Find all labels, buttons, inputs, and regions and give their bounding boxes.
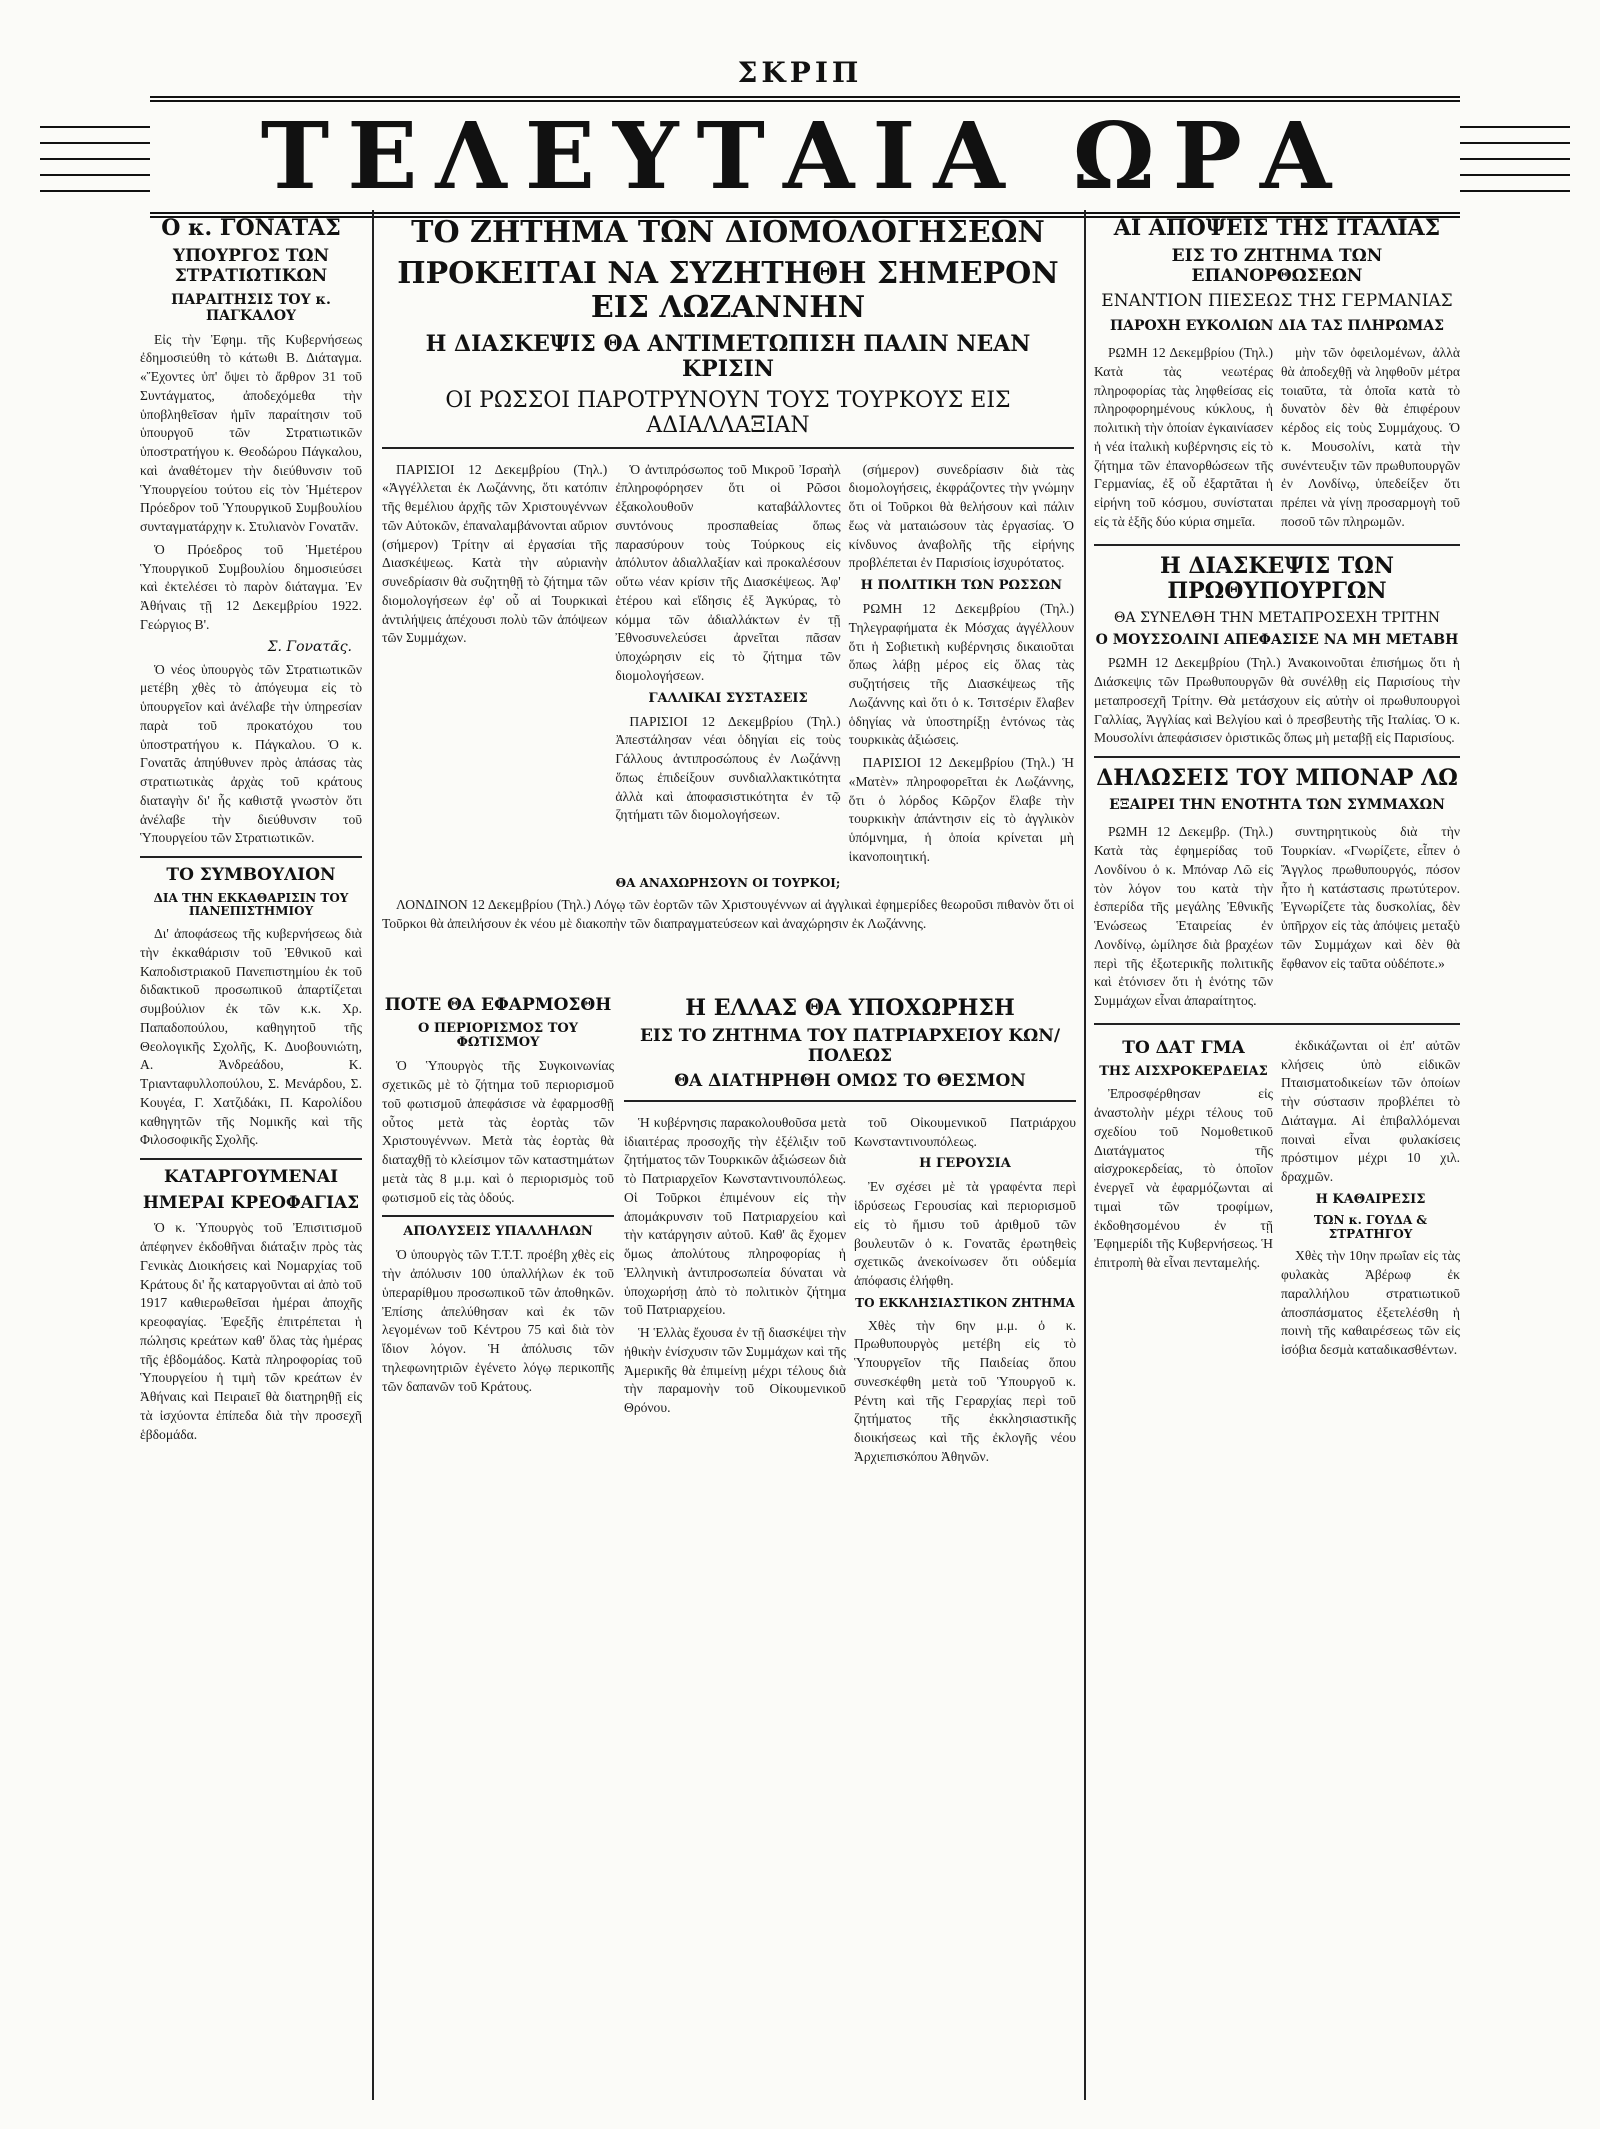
article-column (1094, 340, 1273, 536)
article-text: Εἰς τὴν Ἐφημ. τῆς Κυβερνήσεως ἐδημοσιεύθη τὸ κάτωθι Β. Διάταγμα. «Ἔχοντες ὑπ' ὄψει τὸ ἄρθρον 31 τοῦ Συντάγματος, ἀποδεχόμεθα τὴν ὑποβληθεῖσαν ἡμῖν παραίτησιν τοῦ ὑπουργοῦ τῶν Στρατιωτικῶν ὑποστρατήγου κ. Θεοδώρου Πάγκαλου, καὶ ἀναθέτομεν τὴν διεύθυνσιν τοῦ Ὑπουργείου τούτου εἰς τὸν Ἡμέτερον Πρόεδρον τοῦ Ὑπουργικοῦ Συμβουλίου συνταγματάρχην κ. Στυλιανὸν Γονατᾶν. (140, 331, 362, 535)
article-subheadline: ΤΟ ΕΚΚΛΗΣΙΑΣΤΙΚΟΝ ΖΗΤΗΜΑ (855, 1295, 1075, 1310)
article-text: τοῦ Οἰκουμενικοῦ Πατριάρχου Κωνσταντινουπόλεως. (854, 1114, 1076, 1149)
article-headline: ΠΡΟΚΕΙΤΑΙ ΝΑ ΣΥΖΗΤΗΘΗ ΣΗΜΕΡΟΝ ΕΙΣ ΛΩΖΑΝΝΗΝ (397, 255, 1059, 325)
article-subheadline: ΘΑ ΣΥΝΕΛΘΗ ΤΗΝ ΜΕΤΑΠΡΟΣΕΧΗ ΤΡΙΤΗΝ (1113, 610, 1441, 627)
article-headline: ΚΑΤΑΡΓΟΥΜΕΝΑΙ (163, 1167, 339, 1188)
column-center-top (382, 210, 1074, 980)
article-column (1094, 819, 1273, 1015)
divider (1094, 756, 1460, 758)
article-subheadline: ΕΙΣ ΤΟ ΖΗΤΗΜΑ ΤΟΥ ΠΑΤΡΙΑΡΧΕΙΟΥ ΚΩΝ/ΠΟΛΕΩΣ (639, 1026, 1061, 1066)
article-text: Ὁ ὑπουργὸς τῶν Τ.Τ.Τ. προέβη χθὲς εἰς τὴν ἀπόλυσιν 100 ὑπαλλήλων ἐκ τοῦ ὑπεραρίθμου προσωπικοῦ τῶν ἀποθηκῶν. Ἐπίσης ἀπελύθησαν καὶ ἐκ τῶν λεγομένων τοῦ Κέντρου 75 καὶ διὰ τὸν ἴδιον λόγον. Ἡ ἀπόλυσις τῶν τηλεφωνητριῶν ἐγένετο λόγῳ περικοπῆς τῶν δαπανῶν τοῦ Κράτους. (382, 1247, 614, 1394)
article-columns (382, 457, 1074, 871)
column-center-bottom-left (382, 990, 614, 2100)
article-subheadline: ΔΙΑ ΤΗΝ ΕΚΚΑΘΑΡΙΣΙΝ ΤΟΥ ΠΑΝΕΠΙΣΤΗΜΙΟΥ (153, 890, 349, 919)
article-text: Ἐν σχέσει μὲ τὰ γραφέντα περὶ ἱδρύσεως Γερουσίας καὶ περιορισμοῦ εἰς τὸ ἥμισυ τοῦ ἀριθμοῦ τῶν βουλευτῶν ὁ κ. Γονατᾶς ἐρωτηθεὶς σχετικῶς ἀνεκοίνωσεν ὅτι οὐδεμία ἀπόφασις ἐλήφθη. (854, 1179, 1076, 1289)
article-text: συντηρητικοὺς διὰ τὴν Τουρκίαν. «Γνωρίζετε, εἶπεν ὁ Ἄγγλος πρωθυπουργός, πόσον ἦτο ἡ κατάστασις πρωτύτερον. Ἐγνωρίζετε τὰς δυσκολίας, δὲν ὑπῆρχον εἰς τὰς ἀπόψεις μεταξὺ τῶν Συμμάχων καὶ δὲν θὰ ἔφθανον εἰς ταῦτα οὐδέποτε.» (1281, 824, 1460, 971)
divider (140, 856, 362, 858)
article-text: Ἡ Ἑλλὰς ἔχουσα ἐν τῇ διασκέψει τὴν ἠθικὴν ἐνίσχυσιν τῶν Συμμάχων καὶ τῆς Ἀμερικῆς θὰ ἐπιμείνῃ μέχρι τέλους διὰ τὴν παραμονὴν τοῦ Οἰκουμενικοῦ Θρόνου. (624, 1325, 846, 1416)
article-column (1281, 340, 1460, 536)
article-text: (σήμερον) συνεδρίασιν διὰ τὰς διομολογήσεις, ἐκφράζοντες τὴν γνώμην ὅτι οἱ Τοῦρκοι θὰ θελήσουν καὶ πάλιν ἔως νὰ ματαιώσουν τὰς ἐργασίας. Ὁ κίνδυνος ἀναβολῆς τῆς εἰρήνης προβλέπεται ἐν Παρισίοις ἰσχυρότατος. (848, 461, 1074, 571)
article-text: μὴν τῶν ὀφειλομένων, ἀλλὰ θὰ ἀποδεχθῇ νὰ ληφθοῦν μέτρα τοιαῦτα, τὰ ὁποῖα κατὰ τὸ δυνατὸν δὲν θὰ ἐπιφέρουν κέρδος εἰς τοὺς Συμμάχους. Ὁ κ. Μουσολίνι, κατὰ τὴν συνέντευξιν τῶν πρωθυπουργῶν ἐν Λονδίνῳ, ὑπεδείξεν ὅτι πρέπει νὰ γίνῃ προσαρμογὴ τοῦ ποσοῦ τῶν πληρωμῶν. (1281, 345, 1460, 529)
banner-ornament-left (40, 116, 150, 196)
column-left (140, 210, 362, 2110)
article-headline: ΑΙ ΑΠΟΨΕΙΣ ΤΗΣ ΙΤΑΛΙΑΣ (1113, 215, 1441, 241)
article-column (849, 457, 1074, 871)
article-text: ΡΩΜΗ 12 Δεκεμβρίου (Τηλ.) Ἀνακοινοῦται ἐπισήμως ὅτι ἡ Διάσκεψις τῶν Πρωθυπουργῶν θὰ συνέλθῃ εἰς Παρισίους τὴν μεταπροσεχῆ Τρίτην. Θὰ μετάσχουν εἰς αὐτὴν οἱ πρωθυπουργοὶ Γαλλίας, Ἀγγλίας καὶ Βελγίου καὶ ὁ πρεσβευτὴς τῆς Ιταλίας. Ὁ κ. Μουσολίνι ἀπεφάσισεν ὁριστικῶς ὅπως μὴ μεταβῇ εἰς Παρισίους. (1094, 655, 1460, 746)
article-text: Ὁ Ὑπουργὸς τῆς Συγκοινωνίας σχετικῶς μὲ τὸ ζήτημα τοῦ περιορισμοῦ τοῦ φωτισμοῦ ἀπεφάσισε νὰ ἐφαρμοσθῇ οὗτος μετὰ τὰς ἑορτὰς τῶν Χριστουγέννων. Μετὰ τὰς ἑορτὰς θὰ διαταχθῇ τὸ κλείσιμον τῶν καταστημάτων μετὰ τὰς 8 μ.μ. καὶ ὁ περιορισμὸς τοῦ φωτισμοῦ εἰς τὰς ὁδούς. (382, 1058, 614, 1205)
article-headline: ΤΟ ΔΑΤ ΓΜΑ (1122, 1037, 1245, 1058)
divider (1094, 544, 1460, 546)
article-text: Ὁ νέος ὑπουργὸς τῶν Στρατιωτικῶν μετέβη χθὲς τὸ ἀπόγευμα εἰς τὸ ὑπουργεῖον καὶ ἀνέλαβε τὴν ὑπηρεσίαν παρὰ τοῦ προκατόχου του ὑποστρατήγου κ. Πάγκαλου. Ὁ κ. Γονατᾶς ἀπηύθυνεν πρὸς ἁπάσας τὰς στρατιωτικὰς ἀρχὰς τοῦ κράτους διαταγὴν δι' ἧς καθιστᾷ γνωστὸν ὅτι ἀνέλαβε τὴν διεύθυνσιν τοῦ Ὑπουργείου τῶν Στρατιωτικῶν. (140, 661, 362, 846)
banner-ornament-right (1460, 116, 1570, 196)
article-subheadline: ΟΙ ΡΩΣΣΟΙ ΠΑΡΟΤΡΥΝΟΥΝ ΤΟΥΣ ΤΟΥΡΚΟΥΣ ΕΙΣ ΑΔΙΑΛΛΑΞΙΑΝ (445, 388, 1011, 439)
article-text: Ἡ κυβέρνησις παρακολουθοῦσα μετὰ ἰδιαιτέρας προσοχῆς τὴν ἐξέλιξιν τοῦ ζητήματος τῶν Τουρκικῶν ἀξιώσεων διὰ τὸ Πατριαρχεῖον Κωνσταντινουπόλεως. Οἱ Τοῦρκοι ἐπιμένουν εἰς τὴν ἀπομάκρυνσιν τοῦ Πατριαρχείου καὶ τὴν κατάργησιν αὐτοῦ. Καθ' ἃς ἔχομεν ὅμως ἀπολύτους πληροφορίας ἡ Ἑλληνικὴ ἀντιπροσωπεία δύναται νὰ ὑποχωρήσῃ ἀπὸ τὸ πολιτικὸν ζήτημα τοῦ Πατριαρχείου. (624, 1114, 846, 1318)
article-headline: ΠΟΤΕ ΘΑ ΕΦΑΡΜΟΣΘΗ (384, 995, 612, 1015)
article-headline: Η ΕΛΛΑΣ ΘΑ ΥΠΟΧΩΡΗΣΗ (685, 995, 1015, 1021)
article-headline: Η ΔΙΑΣΚΕΨΙΣ ΤΩΝ ΠΡΩΘΥΠΟΥΡΓΩΝ (1160, 552, 1394, 604)
article-subheadline: ΓΑΛΛΙΚΑΙ ΣΥΣΤΑΣΕΙΣ (648, 690, 808, 706)
article-column (382, 457, 607, 871)
section-title: ΤΕΛΕΥΤΑΙΑ ΩΡΑ (260, 102, 1350, 210)
article-subheadline: Ο ΜΟΥΣΣΟΛΙΝΙ ΑΠΕΦΑΣΙΣΕ ΝΑ ΜΗ ΜΕΤΑΒΗ (1095, 632, 1459, 649)
article-text: ΡΩΜΗ 12 Δεκεμβρίου (Τηλ.) Κατὰ τὰς νεωτέρας πληροφορίας τὰς ληφθείσας εἰς πληροφορημένους κύκλους, ἡ πολιτικὴ τὴν ὁποίαν ἐγκαινίασεν ἡ νέα ἰταλικὴ κυβέρνησις εἰς τὸ ζήτημα τῶν ἐπανορθώσεων τῆς Γερμανίας, ἐξ οὗ ἐξαρτᾶται ἡ εἰρήνη τοῦ κόσμου, συνίσταται εἰς τὰ ἑξῆς δύο κύρια σημεῖα. (1094, 345, 1273, 529)
column-center-bottom-right (624, 990, 1076, 2100)
article-subheadline: ΕΞΑΙΡΕΙ ΤΗΝ ΕΝΟΤΗΤΑ ΤΩΝ ΣΥΜΜΑΧΩΝ (1109, 797, 1445, 814)
article-text: ΡΩΜΗ 12 Δεκεμβρίου (Τηλ.) Τηλεγραφήματα ἐκ Μόσχας ἀγγέλλουν ὅτι ἡ Σοβιετικὴ κυβέρνησις δικαιοῦται ὅπως λάβῃ μέρος εἰς ὅλας τὰς συζητήσεις τῆς Διασκέψεως τῆς Λωζάννης καὶ ὅτι ὁ κ. Τσιτσέριν ἔλαβεν ὁδηγίας νὰ ὑποστηρίξῃ ἐντόνως τὰς τουρκικὰς ἀξιώσεις. (848, 601, 1074, 748)
article-headline: Ο κ. ΓΟΝΑΤΑΣ (161, 215, 341, 241)
article-subheadline: ΕΙΣ ΤΟ ΖΗΤΗΜΑ ΤΩΝ ΕΠΑΝΟΡΘΩΣΕΩΝ (1171, 246, 1383, 286)
article-text: Χθὲς τὴν 6ην μ.μ. ὁ κ. Πρωθυπουργὸς μετέβη εἰς τὸ Ὑπουργεῖον τῆς Παιδείας ὅπου συνεσκέφθη μετὰ τοῦ Ὑπουργοῦ κ. Ρέντη καὶ τῆς Γεραρχίας περὶ τοῦ ζητήματος τῆς ἐκκλησιαστικῆς διοικήσεως καὶ τῆς ἐκλογῆς νέου Ἀρχιεπισκόπου Ἀθηνῶν. (854, 1317, 1076, 1464)
article-headline: ΤΟ ΣΥΜΒΟΥΛΙΟΝ (166, 865, 336, 886)
article-columns (624, 1110, 1076, 1471)
article-headline: ΑΠΟΛΥΣΕΙΣ ΥΠΑΛΛΗΛΩΝ (403, 1224, 593, 1240)
article-headline: ΤΟ ΖΗΤΗΜΑ ΤΩΝ ΔΙΟΜΟΛΟΓΗΣΕΩΝ (411, 215, 1045, 250)
article-signature: Σ. Γονατᾶς. (267, 638, 352, 655)
divider (1094, 1023, 1460, 1025)
article-subheadline: ΥΠΟΥΡΓΟΣ ΤΩΝ ΣΤΡΑΤΙΩΤΙΚΩΝ (172, 246, 330, 286)
article-columns (1094, 340, 1460, 536)
article-subheadline: ΤΗΣ ΑΙΣΧΡΟΚΕΡΔΕΙΑΣ (1099, 1063, 1268, 1079)
article-column (624, 1110, 846, 1471)
article-text: ΠΑΡΙΣΙΟΙ 12 Δεκεμβρίου (Τηλ.) Ἀπεστάλησαν νέαι ὁδηγίαι εἰς τοὺς Γάλλους ἀντιπροσώπους ἐν Λωζάννῃ ὅπως ἐπιδείξουν συνδιαλλακτικότητα ἀλλὰ καὶ ἀποφασιστικότητα ἐν τῷ ζητήματι τῶν διομολογήσεων. (615, 713, 841, 823)
article-column (1281, 1033, 1460, 1364)
article-subheadline: ΠΑΡΟΧΗ ΕΥΚΟΛΙΩΝ ΔΙΑ ΤΑΣ ΠΛΗΡΩΜΑΣ (1109, 317, 1445, 334)
article-text: ἐκδικάζωνται οἱ ἐπ' αὐτῶν κλήσεις ὑπὸ εἰδικῶν Πταισματοδικείων τῶν ὁποίων τὴν σύστασιν προβλέπει τὸ Διάταγμα. Αἱ ἐπιβαλλόμεναι ποιναὶ εἶναι φυλακίσεις πρόστιμον μέχρι 10 χιλ. δραχμῶν. (1281, 1037, 1460, 1185)
article-headline: ΔΗΛΩΣΕΙΣ ΤΟΥ ΜΠΟΝΑΡ ΛΩ (1096, 765, 1458, 792)
article-subheadline: Ο ΠΕΡΙΟΡΙΣΜΟΣ ΤΟΥ ΦΩΤΙΣΜΟΥ (418, 1020, 578, 1051)
article-column (615, 457, 840, 871)
article-text: Χθὲς τὴν 10ην πρωΐαν εἰς τὰς φυλακὰς Ἀβέρωφ ἐκ παραλλήλου στρατιωτικοῦ ἀποσπάσματος ἐξετελέσθη ἡ ποινὴ τῆς καθαιρέσεως τῶν εἰς ἰσόβια δεσμὰ καταδικασθέντων. (1281, 1248, 1460, 1358)
article-subheadline: ΘΑ ΑΝΑΧΩΡΗΣΟΥΝ ΟΙ ΤΟΥΡΚΟΙ; (615, 875, 841, 890)
article-text: ΠΑΡΙΣΙΟΙ 12 Δεκεμβρίου (Τηλ.) Ἡ «Ματὲν» πληροφορεῖται ἐκ Λωζάννης, ὅτι ὁ λόρδος Κῶρζον ἔλαβε τὴν τουρκικὴν ἀπάντησιν εἰς τὸ ἀγγλικὸν ὑπόμνημα, ἡ ὁποία κρίνεται μὴ ἱκανοποιητική. (848, 755, 1074, 864)
article-column (1281, 819, 1460, 1015)
article-subheadline: Η ΓΕΡΟΥΣΙΑ (919, 1156, 1011, 1172)
newspaper-name: ΣΚΡΙΠ (737, 56, 863, 89)
article-text: Δι' ἀποφάσεως τῆς κυβερνήσεως διὰ τὴν ἐκκαθάρισιν τοῦ Ἐθνικοῦ καὶ Καποδιστριακοῦ Πανεπιστημίου ἐκ τοῦ διδακτικοῦ προσωπικοῦ ἀπαρτίζεται συμβούλιον ἐκ τῶν κ.κ. Χρ. Παπαδοπούλου, καθηγητοῦ τῆς Θεολογικῆς Σχολῆς, Κ. Δυοβουνιώτη, Α. Ἀνδρεάδου, Κ. Τριανταφυλλοπούλου, Σ. Μενάρδου, Σ. Κουγέα, Γ. Χατζιδάκι, Π. Καρολίδου καθηγητῶν τῆς Νομικῆς καὶ τῆς Φιλοσοφικῆς Σχολῆς. (140, 926, 362, 1148)
divider (382, 1215, 614, 1217)
section-banner (150, 96, 1460, 218)
article-subheadline: ΗΜΕΡΑΙ ΚΡΕΟΦΑΓΙΑΣ (142, 1192, 360, 1213)
article-subheadline: Η ΔΙΑΣΚΕΨΙΣ ΘΑ ΑΝΤΙΜΕΤΩΠΙΣΗ ΠΑΛΙΝ ΝΕΑΝ ΚΡΙΣΙΝ (425, 330, 1031, 382)
article-text: ΛΟΝΔΙΝΟΝ 12 Δεκεμβρίου (Τηλ.) Λόγῳ τῶν ἑορτῶν τῶν Χριστουγέννων αἱ ἀγγλικαὶ ἐφημερίδες θεωροῦσι πιθανὸν ὅτι οἱ Τοῦρκοι θὰ ἀπειλήσουν ἐκ νέου μὲ διακοπὴν τῶν διαπραγματεύσεων καὶ ἀναχώρησιν ἐκ Λωζάννης. (382, 897, 1074, 932)
article-text: Ὁ ἀντιπρόσωπος τοῦ Μικροῦ Ἰσραὴλ ἐπληροφόρησεν ὅτι οἱ Ρῶσοι ἐξακολουθοῦν καταβάλλοντες συντόνους προσπαθείας ὅπως παρασύρουν τοὺς Τούρκους εἰς ἀπόλυτον ἀδιαλλαξίαν καὶ προκαλέσουν οὕτω νέαν κρίσιν τῆς Διασκέψεως. Ἀφ' ἑτέρου καὶ εἴδησις ἐξ Ἀγκύρας, τὸ κόμμα τῶν ἀδιαλλάκτων ἐν τῇ Ἐθνοσυνελεύσει ἀρνεῖται πᾶσαν ὑποχώρησιν εἰς τὸ ζήτημα τῶν διομολογήσεων. (615, 461, 841, 683)
divider (382, 447, 1074, 449)
column-divider (1084, 210, 1086, 2100)
article-subheadline: ΕΝΑΝΤΙΟΝ ΠΙΕΣΕΩΣ ΤΗΣ ΓΕΡΜΑΝΙΑΣ (1101, 291, 1453, 312)
article-columns (1094, 819, 1460, 1015)
column-right (1094, 210, 1460, 2110)
article-column (1094, 1033, 1273, 1364)
divider (140, 1158, 362, 1160)
article-text: Ὁ κ. Ὑπουργὸς τοῦ Ἐπισιτισμοῦ ἀπέφηνεν ἐκδοθῆναι διάταξιν πρὸς τὰς Γενικὰς Διοικήσεις καὶ Νομαρχίας τοῦ Κράτους δι' ἧς καταργοῦνται αἱ ἀπὸ τοῦ 1917 καθιερωθεῖσαι ἡμέραι ἀποχῆς κρεοφαγίας. Ἐφεξῆς ἐπιτρέπεται ἡ πώλησις κρεάτων καθ' ὅλας τὰς ἡμέρας τῆς ἑβδομάδος. Κατὰ πληροφορίας τοῦ Ὑπουργείου ἡ τιμὴ τῶν κρεάτων ἐν Ἀθήναις καὶ Πειραιεῖ θὰ διατηρηθῇ εἰς τὰ ἰσχύοντα ἐπίπεδα διὰ τὴν προσεχῆ ἑβδομάδα. (140, 1220, 362, 1442)
article-text: ΠΑΡΙΣΙΟΙ 12 Δεκεμβρίου (Τηλ.) «Ἀγγέλλεται ἐκ Λωζάννης, ὅτι κατόπιν τῆς θεμέλιου ἀρχῆς τῶν Χριστουγέννων τῶν Αὐτοκῶν, ἐπαναλαμβάνονται αὔριον (σήμερον) Τρίτην αἱ ἐργασίαι τῆς Διασκέψεως. Κατὰ τὴν αὐριανὴν συνεδρίασιν θὰ συζητηθῇ τὸ ζήτημα τῶν διομολογήσεων ἐφ' οὗ αἱ Τουρκικαὶ ἀντιλήψεις ἀπέχουσι πολὺ τῶν ἀπόψεων τῶν Συμμάχων. (382, 461, 608, 646)
column-divider (372, 210, 374, 2100)
article-text: Ἐπροσφέρθησαν εἰς ἀναστολὴν μέχρι τέλους τοῦ σχεδίου τοῦ Νομοθετικοῦ Διατάγματος τῆς αἰσχροκερδείας, τὸ ὁποῖον ἐνεργεῖ νὰ ἐφαρμόζωνται αἱ τιμαὶ τῶν τροφίμων, ἐκδοθησομένου ἐν τῇ Ἐφημερίδι τῆς Κυβερνήσεως. Ἡ ἐπιτροπὴ θὰ εἶναι πενταμελής. (1094, 1086, 1273, 1271)
article-subheadline: ΠΑΡΑΙΤΗΣΙΣ ΤΟΥ κ. ΠΑΓΚΑΛΟΥ (171, 292, 331, 325)
article-headline: Η ΚΑΘΑΙΡΕΣΙΣ (1315, 1191, 1426, 1207)
article-text: Ὁ Πρόεδρος τοῦ Ἡμετέρου Ὑπουργικοῦ Συμβουλίου δημοσιεύσει καὶ ἐκτελέσει τὸ παρὸν διάταγμα. Ἐν Ἀθήναις τῇ 12 Δεκεμβρίου 1922. Γεώργιος Β'. (140, 541, 362, 632)
article-columns (1094, 1033, 1460, 1364)
article-subheadline: ΤΩΝ κ. ΓΟΥΔΑ & ΣΤΡΑΤΗΓΟΥ (1313, 1212, 1428, 1241)
article-text: ΡΩΜΗ 12 Δεκεμβρ. (Τηλ.) Κατὰ τὰς ἐφημερίδας τοῦ Λονδίνου ὁ κ. Μπόναρ Λῶ εἰς τὸν λόγον του κατὰ τὴν ἑσπερίδα τῆς μεγάλης Ἐθνικῆς Ἑνώσεως Ἑταιρείας ἐν Λονδίνῳ, ὡμίλησε διὰ βραχέων περὶ τῆς ἐξωτερικῆς πολιτικῆς καὶ ἐτόνισεν ὅτι ἡ ἑνότης τῶν Συμμάχων εἶναι ἀπαραίτητος. (1094, 824, 1273, 1009)
article-subheadline: Η ΠΟΛΙΤΙΚΗ ΤΩΝ ΡΩΣΣΩΝ (860, 578, 1062, 594)
article-column (854, 1110, 1076, 1471)
article-subheadline: ΘΑ ΔΙΑΤΗΡΗΘΗ ΟΜΩΣ ΤΟ ΘΕΣΜΟΝ (674, 1071, 1026, 1092)
divider (624, 1100, 1076, 1102)
